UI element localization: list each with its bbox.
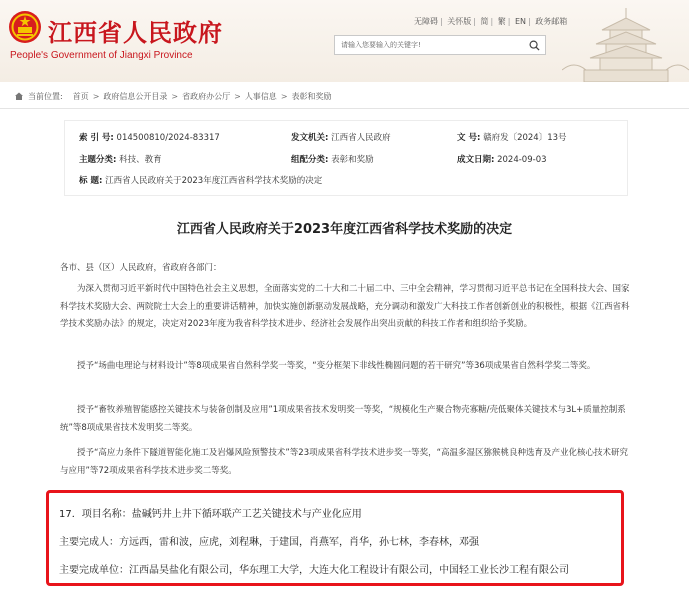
- breadcrumb-awards[interactable]: 表彰和奖励: [291, 91, 332, 101]
- document-meta-table: [64, 120, 628, 196]
- search-icon: [529, 40, 540, 51]
- date-value: 2024-09-03: [497, 155, 547, 165]
- breadcrumb-divider: [0, 108, 689, 109]
- breadcrumb-office[interactable]: 省政府办公厅: [182, 91, 231, 101]
- highlighted-award-entry: [46, 490, 624, 586]
- site-title[interactable]: 江西省人民政府: [48, 18, 223, 47]
- docno-label: 文 号:: [457, 133, 481, 143]
- salutation: 各市、县（区）人民政府，省政府各部门：: [60, 263, 222, 273]
- docno-value: 赣府发〔2024〕13号: [483, 133, 567, 143]
- link-english[interactable]: EN: [515, 17, 527, 26]
- site-subtitle: People's Government of Jiangxi Province: [10, 50, 193, 61]
- search-box: [334, 35, 546, 55]
- title-value: 江西省人民政府关于2023年度江西省科学技术奖励的决定: [105, 176, 323, 186]
- site-header: [0, 0, 689, 82]
- link-gov-mail[interactable]: 政务邮箱: [535, 17, 568, 26]
- paragraph-3: 授予“畜牧养殖智能感控关键技术与装备创制及应用”1项成果省技术发明奖一等奖，“规模化生产聚合物壳寡糖/壳低聚体关键技术与3L+质量控制系统”等8项成果省技术发明奖二等奖。: [60, 405, 626, 433]
- link-simplified[interactable]: 简: [480, 17, 489, 26]
- paragraph-4: 授予“高应力条件下隧道智能化施工及岩爆风险预警技术”等23项成果省科学技术进步奖一等奖，“高温多湿区猕猴桃良种选育及产业化核心技术研究与应用”等72项成果省科学技术进步奖二等奖。: [60, 448, 629, 476]
- index-value: 014500810/2024-83317: [116, 133, 220, 143]
- search-button[interactable]: [523, 36, 545, 54]
- breadcrumb-home[interactable]: 首页: [72, 91, 89, 101]
- link-accessibility[interactable]: 无障碍: [414, 17, 438, 26]
- breadcrumb-catalog[interactable]: 政府信息公开目录: [103, 91, 168, 101]
- breadcrumb-personnel[interactable]: 人事信息: [244, 91, 277, 101]
- topic-value: 科技、教育: [119, 155, 162, 165]
- link-traditional[interactable]: 繁: [497, 17, 506, 26]
- breadcrumb-label: 当前位置:: [28, 91, 63, 101]
- top-links: 无障碍 | 关怀版 | 简 | 繁 | EN | 政务邮箱: [414, 17, 568, 26]
- index-label: 索 引 号:: [79, 133, 114, 143]
- issuer-value: 江西省人民政府: [331, 133, 391, 143]
- org-category-label: 组配分类:: [291, 155, 329, 165]
- home-icon: [14, 91, 24, 101]
- document-title: 江西省人民政府关于2023年度江西省科学技术奖励的决定: [176, 222, 513, 237]
- title-label: 标 题:: [79, 176, 103, 186]
- topic-label: 主题分类:: [79, 155, 117, 165]
- paragraph-2: 授予“场曲电理论与材料设计”等8项成果省自然科学奖一等奖，“变分框架下非线性椭圆问题的若干研究”等36项成果省自然科学奖二等奖。: [77, 361, 596, 371]
- date-label: 成文日期:: [457, 155, 495, 165]
- org-category-value: 表彰和奖励: [331, 155, 374, 165]
- main-units: 主要完成单位：江西晶昊盐化有限公司，华东理工大学，大连大化工程设计有限公司，中国轻工业长沙工程有限公司: [59, 565, 569, 576]
- main-contributors: 主要完成人：方远西，雷和波，应虎，刘程琳，于建国，肖燕军，肖华，孙七林，李春林，邓强: [59, 537, 479, 548]
- paragraph-1: 为深入贯彻习近平新时代中国特色社会主义思想，全面落实党的二十大和二十届二中、三中全会精神，学习贯彻习近平总书记在全国科技大会、国家科学技术奖励大会、两院院士大会上的重要讲话精神，加快实施创新驱动发展战略，充分调动和激发广大科技工作者创新创业的积极性，根据《江西省科学技术奖励办法》的规定，决定对2023年度为我省科学技术进步、经济社会发展作出突出贡献的科技工作者和组织给予奖励。: [60, 284, 630, 329]
- project-name: 17．项目名称：盐碱钙井上井下循环联产工艺关键技术与产业化应用: [59, 509, 362, 520]
- issuer-label: 发文机关:: [291, 133, 329, 143]
- breadcrumb: 当前位置: 首页 > 政府信息公开目录 > 省政府办公厅 > 人事信息 > 表彰和奖励: [14, 88, 332, 104]
- search-input[interactable]: [335, 36, 521, 54]
- national-emblem-icon: [8, 10, 42, 44]
- page-bottom: [0, 594, 689, 607]
- link-care-mode[interactable]: 关怀版: [447, 17, 472, 26]
- tengwang-pavilion-illustration: [562, 0, 689, 82]
